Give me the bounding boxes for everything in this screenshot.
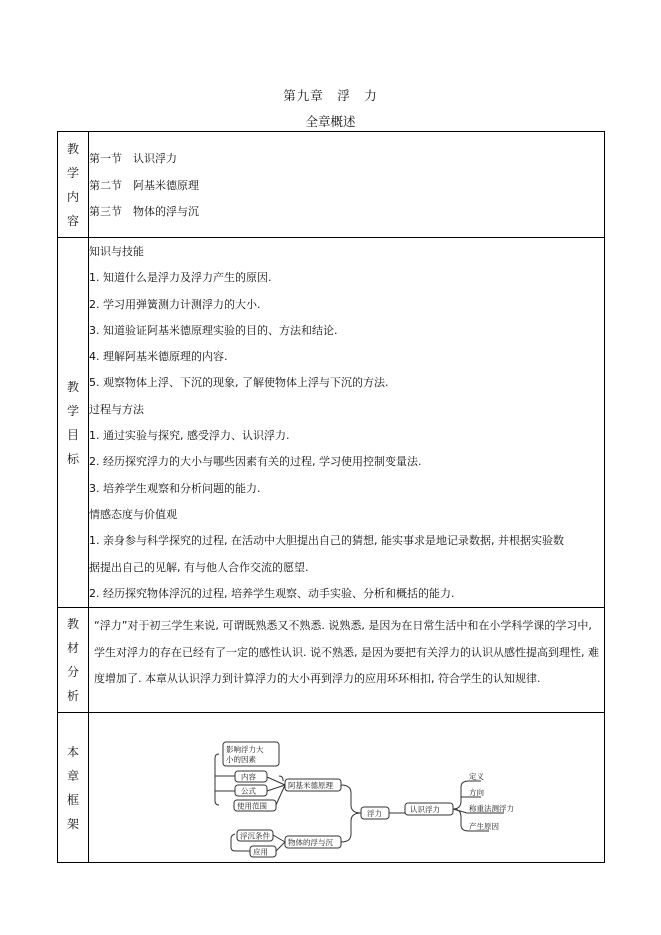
section-line: 第二节 阿基米德原理	[89, 178, 199, 192]
node-recognize: 认识浮力	[410, 805, 440, 815]
row-teaching-goals	[58, 238, 605, 608]
row-teaching-content	[58, 132, 605, 238]
leaf-direction: 方向	[469, 788, 484, 798]
content-cell	[89, 132, 605, 238]
leaf-application: 应用	[253, 847, 268, 857]
goal-heading: 情感态度与价值观	[89, 507, 177, 521]
leaf-definition: 定义	[469, 772, 484, 782]
goals-cell	[89, 238, 605, 608]
node-float-sink: 物体的浮与沉	[288, 838, 333, 848]
overview-title: 全章概述	[305, 114, 356, 129]
goal-line: 2. 经历探究浮力的大小与哪些因素有关的过程, 学习使用控制变量法.	[89, 455, 422, 469]
leaf-float-condition: 浮沉条件	[240, 831, 270, 841]
goal-line: 4. 理解阿基米德原理的内容.	[89, 350, 228, 364]
leaf-scope: 使用范围	[237, 801, 267, 811]
leaf-formula: 公式	[241, 786, 256, 796]
goal-line: 1. 亲身参与科学探究的过程, 在活动中大胆提出自己的猜想, 能实事求是地记录数据, 并根据实验数	[89, 534, 564, 548]
row-header-goals: 教 学 目 标	[58, 238, 89, 608]
leaf-factor-2: 小的因素	[226, 755, 256, 765]
leaf-weighing: 称重法测浮力	[469, 804, 514, 814]
row-header-content: 教 学 内 容	[58, 132, 89, 238]
material-cell	[89, 608, 605, 713]
node-root: 浮力	[367, 809, 382, 819]
chapter-title: 第九章 浮 力	[283, 88, 378, 103]
goal-line: 3. 培养学生观察和分析问题的能力.	[89, 481, 261, 495]
goal-heading: 过程与方法	[89, 402, 144, 416]
section-line: 第三节 物体的浮与沉	[89, 205, 199, 218]
goal-line: 1. 知道什么是浮力及浮力产生的原因.	[89, 271, 272, 285]
node-archimedes: 阿基米德原理	[288, 781, 333, 791]
goal-line: 5. 观察物体上浮、下沉的现象, 了解使物体上浮与下沉的方法.	[89, 376, 389, 390]
goal-heading: 知识与技能	[89, 245, 144, 258]
row-header-material: 教 材 分 析	[58, 608, 89, 713]
goal-line: 据提出自己的见解, 有与他人合作交流的愿望.	[89, 560, 309, 574]
goal-line: 2. 学习用弹簧测力计测浮力的大小.	[89, 297, 261, 311]
leaf-factor-1: 影响浮力大	[226, 745, 264, 755]
section-line: 第一节 认识浮力	[89, 152, 177, 165]
framework-diagram	[89, 713, 606, 862]
row-material-analysis	[58, 608, 605, 713]
goal-line: 1. 通过实验与探究, 感受浮力、认识浮力.	[89, 429, 290, 443]
material-text: “浮力”对于初三学生来说, 可谓既熟悉又不熟悉. 说熟悉, 是因为在日常生活中和在小学科学课的学习中, 学生对浮力的存在已经有了一定的感性认识. 说不熟悉, 是因为要把有关浮力的认识从感性提高到理性, 难度增加了. 本章从认识浮力到计算浮力的大小再到浮力的应用环环相扣, 符合学生的认知规律.	[94, 619, 599, 686]
overview-table	[57, 131, 605, 863]
leaf-cause: 产生原因	[469, 822, 499, 832]
goal-line: 3. 知道验证阿基米德原理实验的目的、方法和结论.	[89, 323, 338, 337]
goal-line: 2. 经历探究物体浮沉的过程, 培养学生观察、动手实验、分析和概括的能力.	[89, 586, 455, 600]
framework-cell	[89, 713, 605, 863]
leaf-content: 内容	[241, 772, 256, 782]
row-header-framework: 本 章 框 架	[58, 713, 89, 863]
row-chapter-framework	[58, 713, 605, 863]
